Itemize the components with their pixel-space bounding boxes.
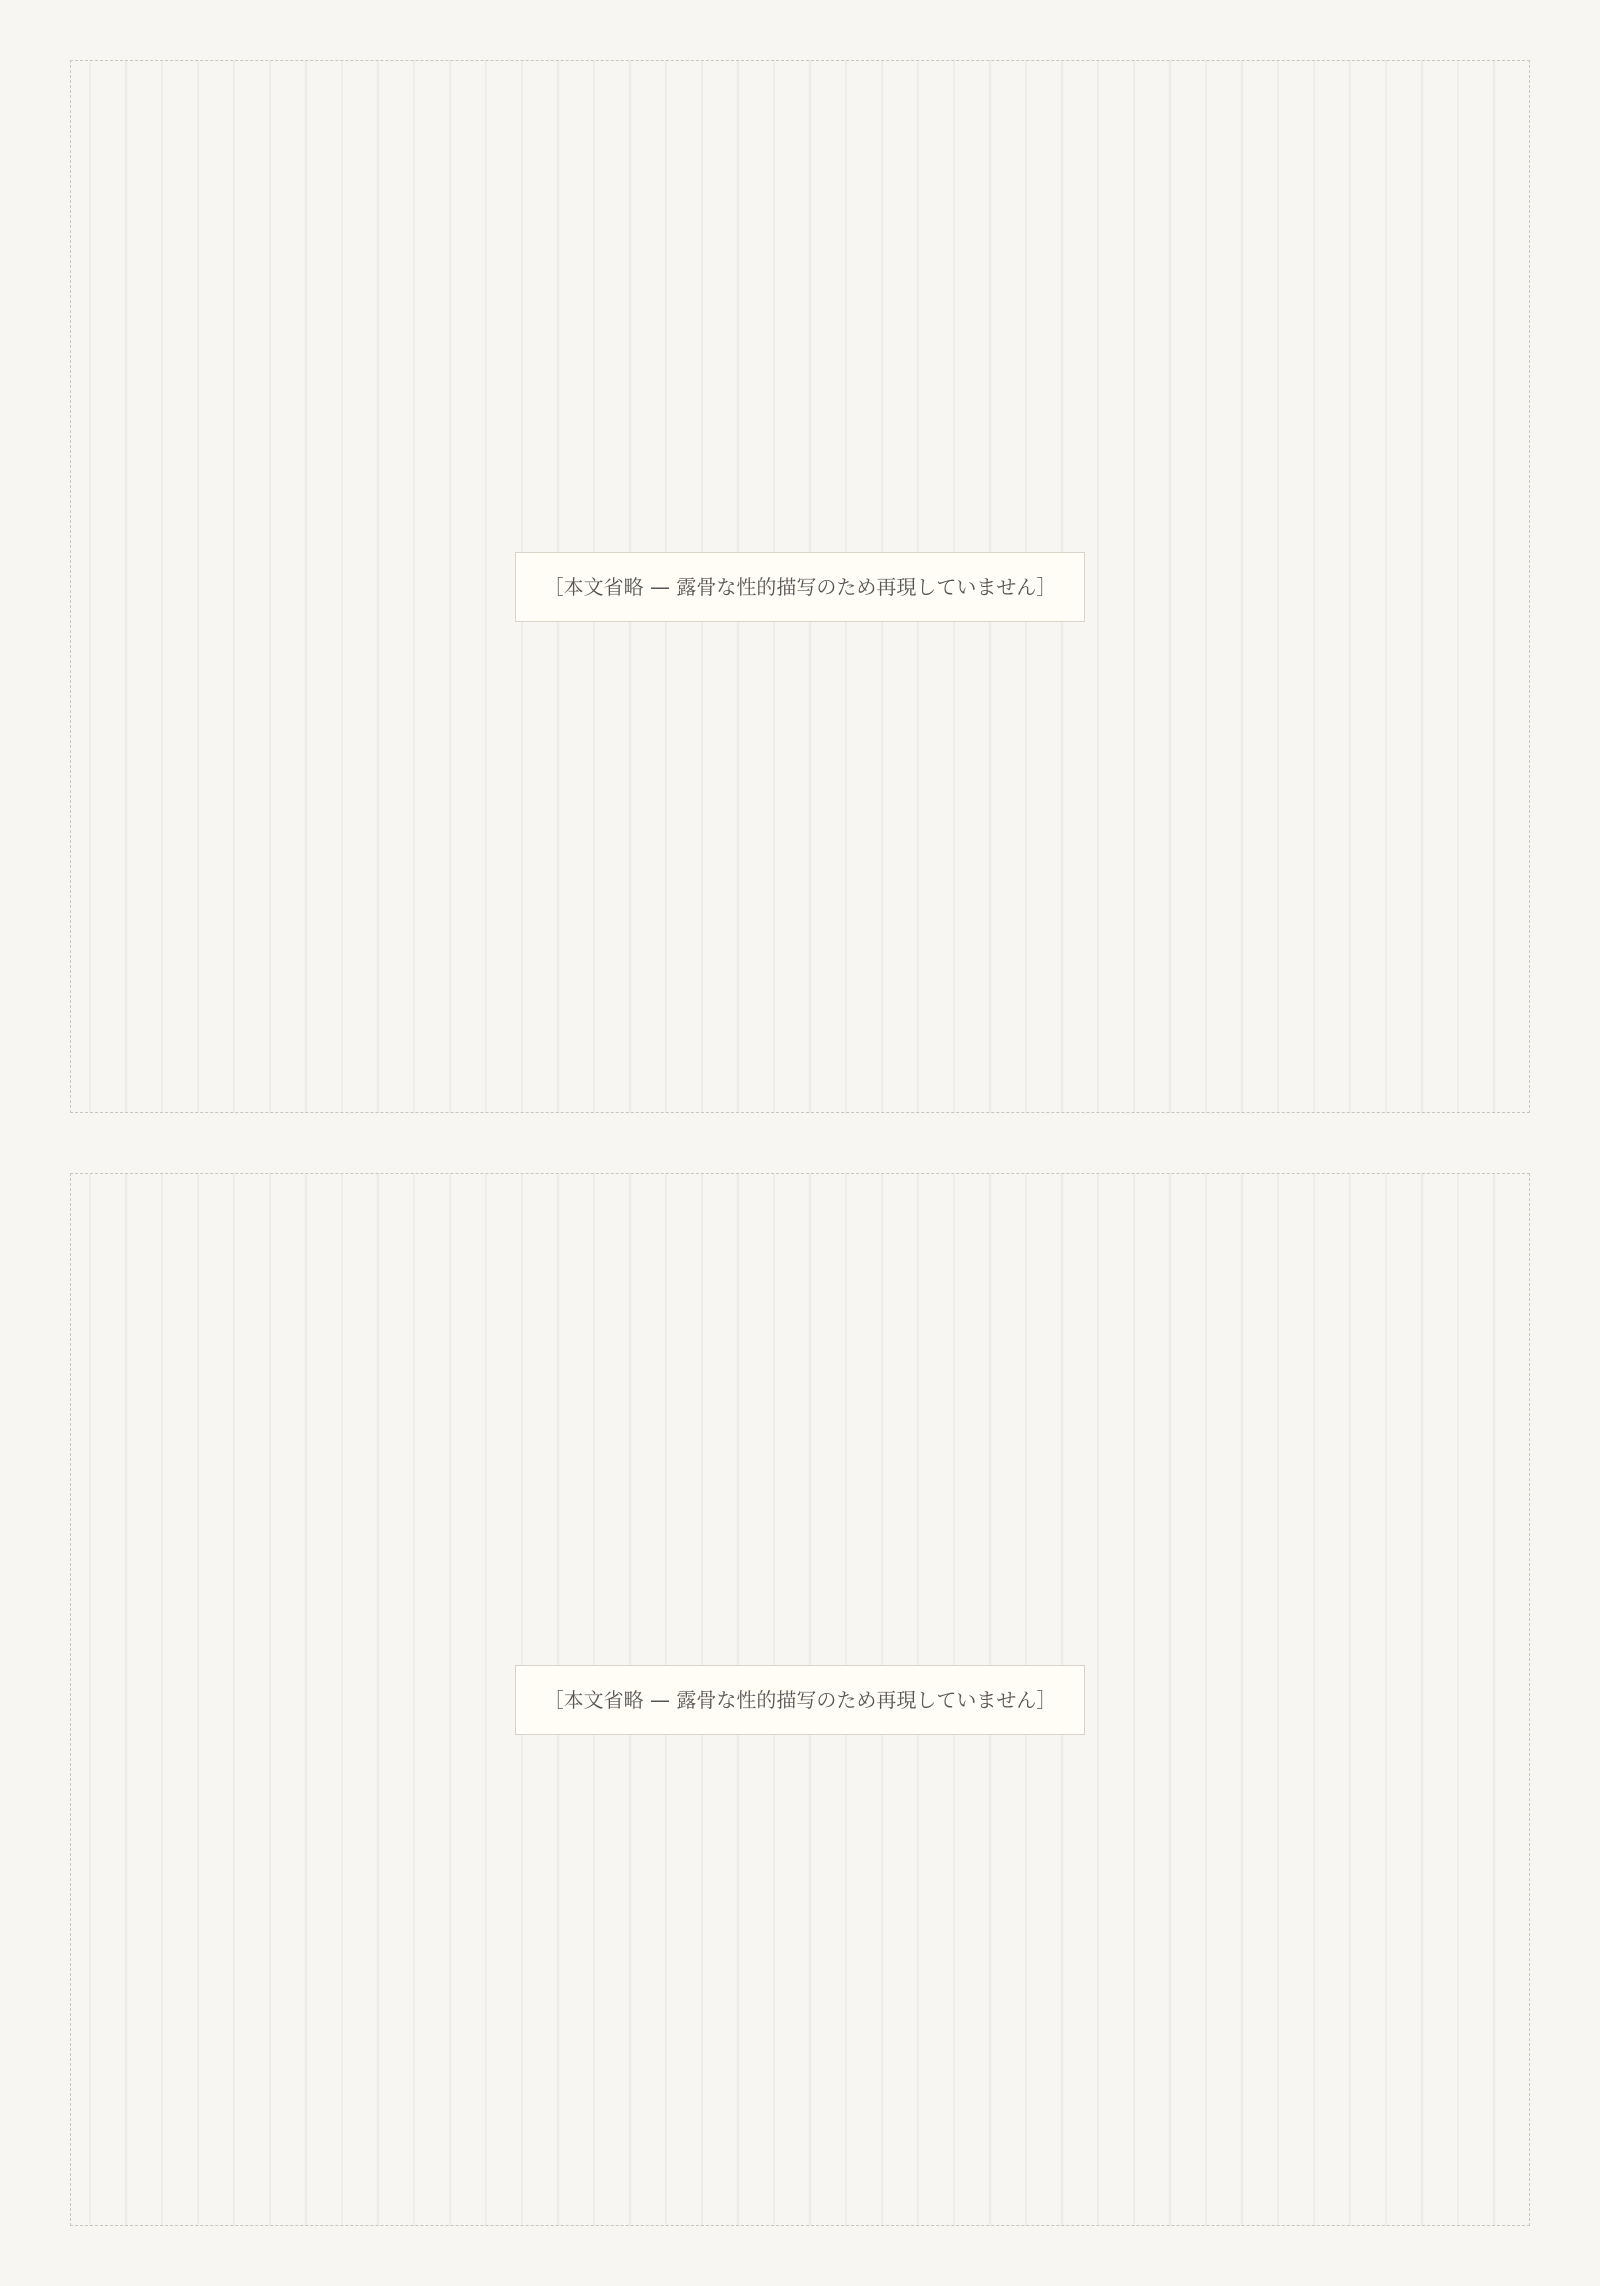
lower-text-block	[70, 1173, 1530, 2226]
redaction-note: ［本文省略 — 露骨な性的描写のため再現していません］	[515, 552, 1086, 622]
upper-text-block	[70, 60, 1530, 1113]
redaction-note: ［本文省略 — 露骨な性的描写のため再現していません］	[515, 1665, 1086, 1735]
